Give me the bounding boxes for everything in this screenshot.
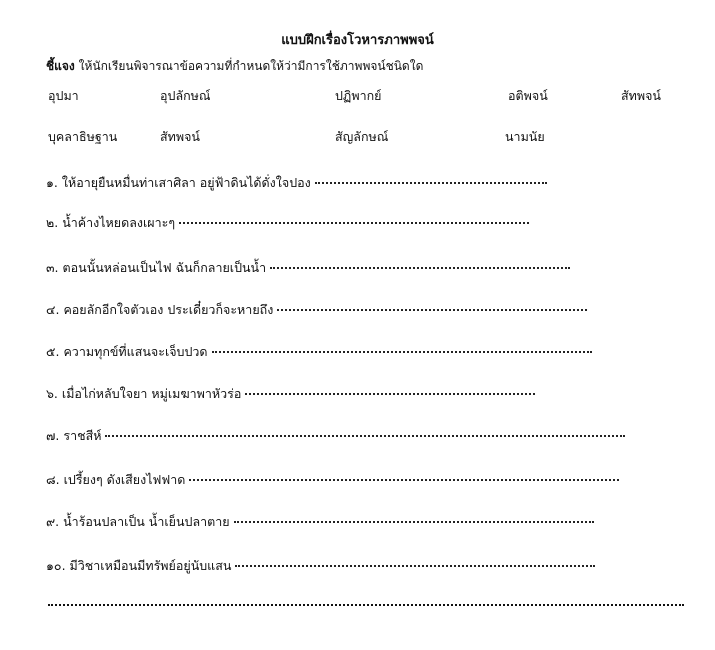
- answer-line[interactable]: [105, 435, 625, 437]
- question-number: ๘.: [46, 472, 60, 487]
- term-patipak: ปฏิพากย์: [335, 88, 382, 103]
- term-atipot: อติพจน์: [508, 88, 548, 103]
- question-text: มีวิชาเหมือนมีทรัพย์อยู่นับแสน: [69, 558, 232, 573]
- question-6: [46, 384, 535, 404]
- question-7: [46, 426, 625, 446]
- question-text: ราชสีห์: [63, 428, 102, 443]
- question-number: ๕.: [46, 344, 60, 359]
- term-namanai: นามนัย: [505, 129, 545, 144]
- instruction-lead: ชี้แจง: [46, 59, 75, 73]
- answer-line[interactable]: [245, 393, 535, 395]
- question-text: ความทุกข์ที่แสนจะเจ็บปวด: [63, 344, 208, 359]
- answer-line[interactable]: [270, 267, 570, 269]
- answer-line[interactable]: [277, 309, 587, 311]
- question-text: เมื่อไก่หลับใจยา หมู่เมฆาพาหัวร่อ: [61, 386, 242, 401]
- answer-line[interactable]: [315, 182, 547, 184]
- question-5: [46, 342, 592, 362]
- question-4: [46, 300, 587, 320]
- answer-line[interactable]: [179, 222, 529, 224]
- question-text: น้ำค้างไหยดลงเผาะๆ: [62, 215, 176, 230]
- term-upama: อุปมา: [48, 88, 79, 103]
- term-sattapot-2: สัทพจน์: [160, 129, 200, 144]
- answer-line[interactable]: [234, 521, 594, 523]
- question-text: ตอนนั้นหล่อนเป็นไฟ ฉันก็กลายเป็นน้ำ: [62, 260, 267, 275]
- extra-answer-line[interactable]: [48, 604, 684, 606]
- question-number: ๑๐.: [46, 558, 66, 573]
- instruction-text: ให้นักเรียนพิจารณาข้อความที่กำหนดให้ว่ามีการใช้ภาพพจน์ชนิดใด: [78, 59, 424, 73]
- worksheet-title: แบบฝึกเรื่องโวหารภาพพจน์: [281, 33, 434, 48]
- question-number: ๒.: [46, 215, 59, 230]
- question-3: [46, 258, 570, 278]
- question-text: ให้อายุยืนหมื่นท่าเสาศิลา อยู่ฟ้าดินได้ดั่งใจปอง: [61, 175, 311, 190]
- question-number: ๓.: [46, 260, 59, 275]
- question-number: ๙.: [46, 514, 60, 529]
- answer-line[interactable]: [212, 351, 592, 353]
- question-8: [46, 470, 619, 490]
- question-number: ๖.: [46, 386, 58, 401]
- question-number: ๑.: [46, 175, 58, 190]
- term-uppalak: อุปลักษณ์: [160, 88, 211, 103]
- term-sanyalak: สัญลักษณ์: [335, 129, 389, 144]
- answer-line[interactable]: [189, 479, 619, 481]
- answer-line[interactable]: [235, 565, 595, 567]
- question-2: [46, 213, 529, 233]
- question-number: ๔.: [46, 302, 60, 317]
- term-sattapot-1: สัทพจน์: [621, 88, 661, 103]
- question-9: [46, 512, 594, 532]
- question-text: เปรี้ยงๆ ดังเสียงไฟฟาด: [63, 472, 186, 487]
- question-text: คอยลักอีกใจตัวเอง ประเดี๋ยวก็จะหายถึง: [63, 302, 274, 317]
- instruction: [46, 57, 423, 76]
- question-10: [46, 556, 595, 576]
- term-bukkala: บุคลาธิษฐาน: [48, 129, 118, 144]
- question-text: น้ำร้อนปลาเป็น น้ำเย็นปลาตาย: [63, 514, 230, 529]
- question-number: ๗.: [46, 428, 60, 443]
- question-1: [46, 173, 547, 193]
